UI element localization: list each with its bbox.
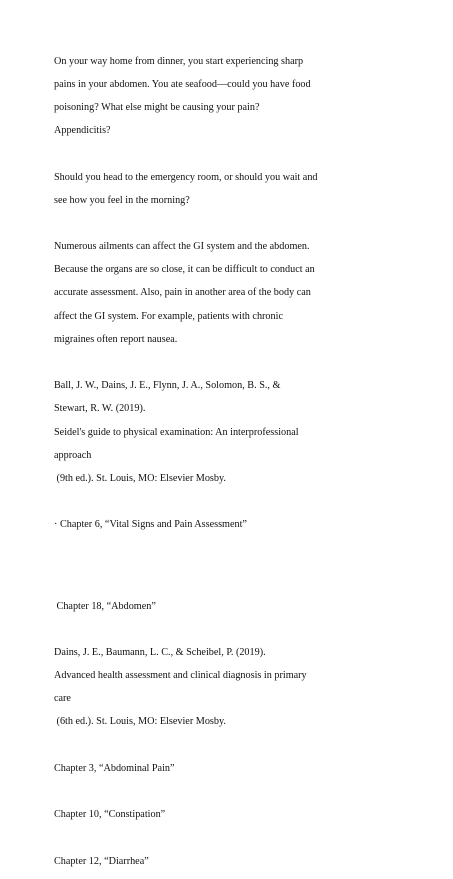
text-line: Numerous ailments can affect the GI system and the abdomen. [54, 241, 310, 253]
chapter-3-item [54, 751, 433, 786]
text-line: Because the organs are so close, it can be difficult to conduct an [54, 264, 315, 276]
text-line: Chapter 3, “Abdominal Pain” [54, 762, 175, 774]
text-line: Chapter 10, “Constipation” [54, 809, 166, 821]
text-line: · Chapter 6, “Vital Signs and Pain Assessment” [54, 519, 247, 531]
text-line: Advanced health assessment and clinical diagnosis in primary [54, 670, 307, 682]
text-line: (9th ed.). St. Louis, MO: Elsevier Mosby. [54, 472, 226, 484]
text-line: (6th ed.). St. Louis, MO: Elsevier Mosby. [54, 716, 226, 728]
text-line: Dains, J. E., Baumann, L. C., & Scheibel, P. (2019). [54, 646, 266, 658]
text-line: Should you head to the emergency room, or should you wait and [54, 171, 318, 183]
blank-spacer [54, 554, 433, 577]
text-line: accurate assessment. Also, pain in another area of the body can [54, 287, 311, 299]
text-line: On your way home from dinner, you start experiencing sharp [54, 55, 304, 67]
text-line: pains in your abdomen. You ate seafood—could you have food [54, 78, 311, 90]
text-line: Seidel's guide to physical examination: An interprofessional [54, 426, 299, 438]
text-line: see how you feel in the morning? [54, 194, 190, 206]
chapter-12-item [54, 844, 433, 879]
chapter-18-item [54, 589, 433, 624]
text-line: care [54, 693, 71, 705]
intro-paragraph [54, 44, 433, 148]
text-line: approach [54, 449, 92, 461]
text-line: migraines often report nausea. [54, 333, 178, 345]
question-paragraph [54, 160, 433, 218]
text-line: poisoning? What else might be causing your pain? [54, 101, 260, 113]
text-line: Ball, J. W., Dains, J. E., Flynn, J. A., Solomon, B. S., & [54, 380, 281, 392]
reference-ball [54, 369, 433, 497]
text-line: Appendicitis? [54, 125, 111, 137]
text-line: Chapter 12, “Diarrhea” [54, 855, 149, 867]
chapter-6-item [54, 508, 433, 543]
text-line: Stewart, R. W. (2019). [54, 403, 146, 415]
text-line: affect the GI system. For example, patients with chronic [54, 310, 283, 322]
gi-system-paragraph [54, 230, 433, 358]
chapter-10-item [54, 798, 433, 833]
reference-dains [54, 635, 433, 739]
text-line: Chapter 18, “Abdomen” [54, 600, 156, 612]
